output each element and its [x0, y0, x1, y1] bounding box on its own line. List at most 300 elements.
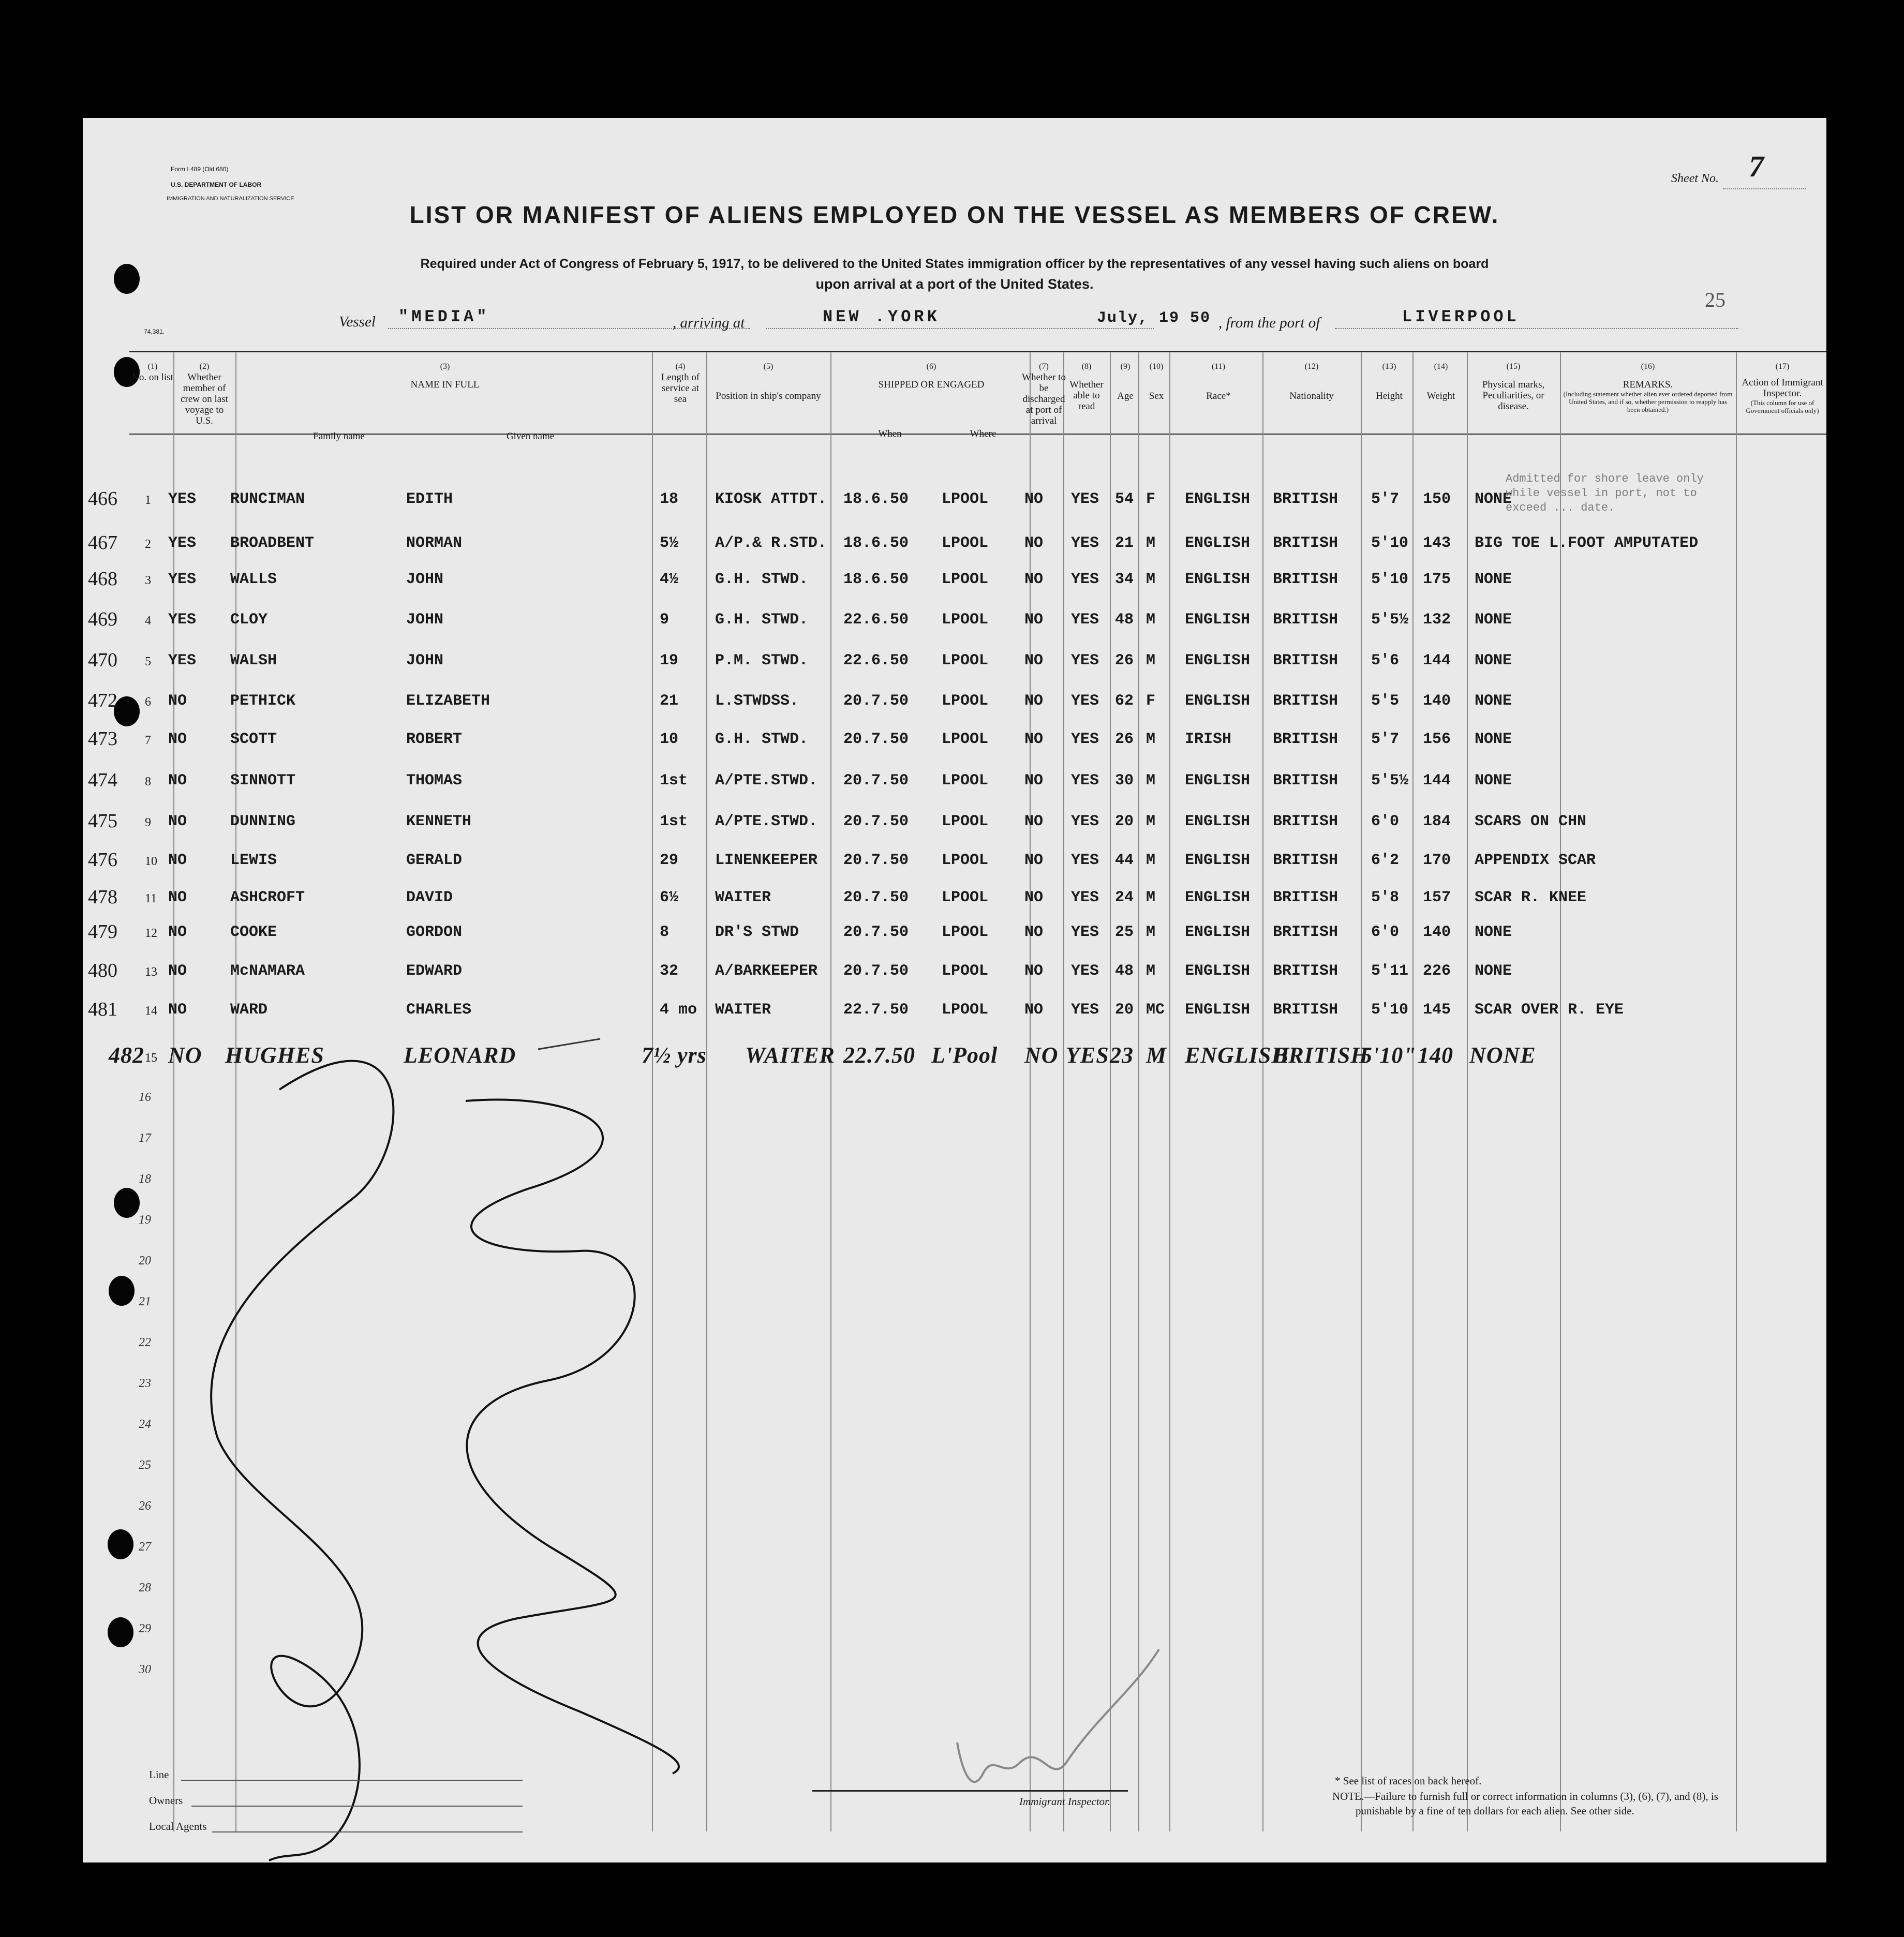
able-to-read: YES [1071, 1001, 1099, 1019]
line-number: 4 [145, 614, 151, 628]
length-of-service: 18 [660, 490, 679, 508]
handwritten-weight: 140 [1418, 1042, 1453, 1068]
scribble-left [211, 1061, 393, 1860]
height: 5'10 [1371, 1001, 1409, 1019]
col-14-label: Weight [1426, 391, 1455, 401]
crew-last-voyage: YES [168, 490, 197, 508]
age: 26 [1115, 652, 1134, 669]
list-number: 475 [88, 810, 117, 832]
age: 62 [1115, 692, 1134, 710]
race: ENGLISH [1185, 611, 1251, 629]
given-name: DAVID [406, 889, 453, 906]
agents-underline [212, 1831, 523, 1832]
age: 20 [1115, 1001, 1134, 1019]
given-name: EDITH [406, 490, 453, 508]
position: G.H. STWD. [715, 571, 809, 588]
form-number: Form I 489 (Old 680) [171, 166, 229, 173]
col-5-label: Position in ship's company [716, 391, 821, 401]
empty-line-number: 20 [139, 1254, 151, 1268]
handwritten-given: LEONARD [404, 1042, 516, 1068]
given-name-subheader: Given name [506, 431, 555, 442]
line-number: 12 [145, 927, 157, 940]
weight: 150 [1423, 490, 1451, 508]
able-to-read: YES [1071, 852, 1099, 869]
height: 5'5½ [1371, 772, 1409, 789]
owners-label: Owners [149, 1794, 183, 1807]
crew-last-voyage: YES [168, 534, 197, 552]
length-of-service: 1st [660, 772, 688, 789]
able-to-read: YES [1071, 571, 1099, 588]
family-name: SCOTT [230, 731, 277, 748]
nationality: BRITISH [1273, 611, 1338, 629]
sheet-label: Sheet No. [1671, 172, 1719, 185]
length-of-service: 8 [660, 923, 670, 941]
empty-line-number: 17 [139, 1131, 151, 1145]
list-number: 468 [88, 568, 117, 590]
physical-marks: NONE [1475, 571, 1512, 588]
local-agents-label: Local Agents [149, 1820, 207, 1832]
nationality: BRITISH [1273, 923, 1338, 941]
physical-marks: NONE [1475, 652, 1512, 669]
family-name: ASHCROFT [230, 889, 305, 906]
height: 5'8 [1371, 889, 1400, 906]
col-6-number: (6) [926, 362, 936, 371]
length-of-service: 9 [660, 611, 670, 629]
to-be-discharged: NO [1024, 852, 1044, 869]
physical-marks: BIG TOE L.FOOT AMPUTATED [1475, 534, 1699, 552]
able-to-read: YES [1071, 772, 1099, 789]
shipped-when: 20.7.50 [843, 772, 909, 789]
weight: 170 [1423, 852, 1451, 869]
weight: 144 [1423, 652, 1451, 669]
col-7-label: Whether to be discharged at port of arrival [1022, 372, 1066, 426]
length-of-service: 32 [660, 962, 679, 980]
to-be-discharged: NO [1024, 1001, 1044, 1019]
position: DR'S STWD [715, 923, 799, 941]
page-title: LIST OR MANIFEST OF ALIENS EMPLOYED ON THE VESSEL AS MEMBERS OF CREW. [409, 201, 1500, 228]
height: 6'0 [1371, 923, 1400, 941]
length-of-service: 4 mo [660, 1001, 697, 1019]
to-be-discharged: NO [1024, 652, 1044, 669]
height: 5'5 [1371, 692, 1400, 710]
length-of-service: 19 [660, 652, 679, 669]
shipped-where: LPOOL [942, 652, 989, 669]
shipped-when: 20.7.50 [843, 923, 909, 941]
length-of-service: 5½ [660, 534, 679, 552]
position: WAITER [715, 889, 771, 906]
shipped-where: LPOOL [942, 923, 989, 941]
nationality: BRITISH [1273, 692, 1338, 710]
list-number: 474 [88, 769, 117, 791]
col-12-number: (12) [1304, 362, 1319, 371]
col-16-label: REMARKS. [1623, 379, 1673, 390]
given-name: ELIZABETH [406, 692, 490, 710]
immigrant-inspector-label: Immigrant Inspector. [1019, 1795, 1111, 1808]
family-name: SINNOTT [230, 772, 296, 789]
shipped-when: 20.7.50 [843, 731, 909, 748]
sex: MC [1146, 1001, 1165, 1019]
line-number: 10 [145, 855, 157, 868]
height: 5'7 [1371, 490, 1400, 508]
nationality: BRITISH [1273, 1001, 1338, 1019]
col-15-number: (15) [1506, 362, 1521, 371]
empty-line-number: 27 [139, 1540, 151, 1554]
nationality: BRITISH [1273, 852, 1338, 869]
age: 48 [1115, 611, 1134, 629]
race: ENGLISH [1185, 772, 1251, 789]
able-to-read: YES [1071, 889, 1099, 906]
position: KIOSK ATTDT. [715, 490, 827, 508]
col-3-label: NAME IN FULL [410, 379, 480, 390]
given-name: NORMAN [406, 534, 463, 552]
family-name: CLOY [230, 611, 268, 629]
line-number: 5 [145, 655, 151, 668]
to-be-discharged: NO [1024, 692, 1044, 710]
family-name: COOKE [230, 923, 277, 941]
list-number: 481 [88, 999, 117, 1020]
crew-last-voyage: NO [168, 731, 187, 748]
col-1-label: No. on list [132, 372, 173, 383]
department-label: U.S. DEPARTMENT OF LABOR [171, 181, 262, 188]
handwritten-crew: NO [168, 1042, 202, 1068]
able-to-read: YES [1071, 692, 1099, 710]
race: ENGLISH [1185, 1001, 1251, 1019]
age: 26 [1115, 731, 1134, 748]
nationality: BRITISH [1273, 813, 1338, 830]
handwritten-read: YES [1066, 1042, 1109, 1068]
handwritten-line: 15 [145, 1051, 157, 1065]
fine-note-line-1: NOTE.—Failure to furnish full or correct information in columns (3), (6), (7), and (8), is [1332, 1790, 1718, 1802]
height: 6'2 [1371, 852, 1400, 869]
col-17-number: (17) [1775, 362, 1790, 371]
crew-last-voyage: NO [168, 813, 187, 830]
sex: M [1146, 534, 1156, 552]
physical-marks: SCARS ON CHN [1475, 813, 1587, 830]
position: G.H. STWD. [715, 731, 809, 748]
height: 5'7 [1371, 731, 1400, 748]
length-of-service: 29 [660, 852, 679, 869]
shore-leave-stamp: Admitted for shore leave only while vessel in port, not to exceed ... date. [1506, 472, 1704, 514]
nationality: BRITISH [1273, 962, 1338, 980]
col-12-label: Nationality [1289, 391, 1334, 401]
line-number: 8 [145, 775, 151, 788]
shipped-when: 18.6.50 [843, 571, 909, 588]
sex: M [1146, 731, 1156, 748]
given-name: GORDON [406, 923, 463, 941]
physical-marks: NONE [1475, 962, 1512, 980]
able-to-read: YES [1071, 962, 1099, 980]
position: A/PTE.STWD. [715, 813, 818, 830]
shipped-when: 22.7.50 [843, 1001, 909, 1019]
col-1-number: (1) [147, 362, 158, 371]
shipped-when: 22.6.50 [843, 611, 909, 629]
given-name: JOHN [406, 611, 444, 629]
shipped-where: LPOOL [942, 571, 989, 588]
handwritten-discharged: NO [1024, 1042, 1059, 1068]
sex: M [1146, 852, 1156, 869]
col-13-number: (13) [1382, 362, 1396, 371]
shipped-where: LPOOL [942, 692, 989, 710]
physical-marks: SCAR OVER R. EYE [1475, 1001, 1624, 1019]
weight: 184 [1423, 813, 1451, 830]
line-number: 7 [145, 734, 151, 747]
race: ENGLISH [1185, 889, 1251, 906]
weight: 175 [1423, 571, 1451, 588]
shipped-when: 20.7.50 [843, 962, 909, 980]
race: ENGLISH [1185, 490, 1251, 508]
age: 21 [1115, 534, 1134, 552]
given-name: GERALD [406, 852, 463, 869]
able-to-read: YES [1071, 731, 1099, 748]
col-8-label: Whether able to read [1069, 379, 1104, 412]
col-15-label: Physical marks, Peculiarities, or disease. [1482, 379, 1545, 412]
length-of-service: 10 [660, 731, 679, 748]
empty-line-number: 26 [139, 1499, 151, 1513]
able-to-read: YES [1071, 534, 1099, 552]
race: ENGLISH [1185, 692, 1251, 710]
physical-marks: NONE [1475, 611, 1512, 629]
handwritten-where: L'Pool [931, 1042, 998, 1068]
nationality: BRITISH [1273, 571, 1338, 588]
arrival-date: July, 19 50 [1097, 309, 1211, 327]
line-number: 3 [145, 574, 151, 587]
list-number: 472 [88, 690, 117, 711]
empty-line-number: 19 [139, 1213, 151, 1227]
race: ENGLISH [1185, 962, 1251, 980]
handwritten-age: 23 [1110, 1042, 1134, 1068]
shipped-when: 20.7.50 [843, 889, 909, 906]
empty-line-number: 23 [139, 1377, 151, 1390]
col-17-note: (This column for use of Government officials only) [1746, 399, 1819, 414]
col-10-number: (10) [1149, 362, 1164, 371]
col-10-label: Sex [1149, 391, 1164, 401]
weight: 143 [1423, 534, 1451, 552]
shipped-where: LPOOL [942, 962, 989, 980]
physical-marks: SCAR R. KNEE [1475, 889, 1587, 906]
empty-line-number: 28 [139, 1581, 151, 1595]
position: L.STWDSS. [715, 692, 799, 710]
line-number: 14 [145, 1004, 157, 1018]
empty-line-number: 30 [139, 1663, 151, 1676]
family-name: PETHICK [230, 692, 296, 710]
races-note: * See list of races on back hereof. [1335, 1775, 1482, 1787]
sex: F [1146, 490, 1156, 508]
shipped-where: LPOOL [942, 1001, 989, 1019]
list-number: 470 [88, 649, 117, 671]
handwritten-list: 482 [109, 1042, 144, 1068]
age: 44 [1115, 852, 1134, 869]
shipped-when: 20.7.50 [843, 692, 909, 710]
shipped-where: LPOOL [942, 889, 989, 906]
sex: M [1146, 923, 1156, 941]
subtitle-line-1: Required under Act of Congress of February 5, 1917, to be delivered to the United States immigration officer by the representatives of any vessel having such aliens on board [420, 257, 1489, 271]
departure-port: LIVERPOOL [1402, 307, 1520, 326]
physical-marks: APPENDIX SCAR [1475, 852, 1596, 869]
position: A/BARKEEPER [715, 962, 818, 980]
race: ENGLISH [1185, 852, 1251, 869]
race: ENGLISH [1185, 652, 1251, 669]
col-4-label: Length of service at sea [661, 372, 700, 405]
list-number: 466 [88, 488, 117, 510]
height: 5'10 [1371, 571, 1409, 588]
shipped-where: LPOOL [942, 813, 989, 830]
shipped-when: 20.7.50 [843, 813, 909, 830]
to-be-discharged: NO [1024, 731, 1044, 748]
age: 48 [1115, 962, 1134, 980]
race: ENGLISH [1185, 923, 1251, 941]
signature-mark [957, 1649, 1159, 1782]
when-subheader: When [878, 428, 902, 439]
shipped-where: LPOOL [942, 772, 989, 789]
page-number: 25 [1705, 288, 1726, 311]
family-name: WARD [230, 1001, 268, 1019]
nationality: BRITISH [1273, 889, 1338, 906]
height: 6'0 [1371, 813, 1400, 830]
weight: 140 [1423, 923, 1451, 941]
manifest-sheet [83, 118, 1826, 1863]
to-be-discharged: NO [1024, 813, 1044, 830]
given-name: ROBERT [406, 731, 463, 748]
physical-marks: NONE [1475, 692, 1512, 710]
col-8-number: (8) [1081, 362, 1092, 371]
crew-last-voyage: NO [168, 923, 187, 941]
age: 54 [1115, 490, 1134, 508]
line-number: 13 [145, 965, 157, 979]
list-number: 467 [88, 532, 117, 554]
crew-last-voyage: YES [168, 652, 197, 669]
col-11-number: (11) [1211, 362, 1226, 371]
crew-last-voyage: NO [168, 852, 187, 869]
position: A/PTE.STWD. [715, 772, 818, 789]
to-be-discharged: NO [1024, 611, 1044, 629]
height: 5'5½ [1371, 611, 1409, 629]
cancellation-scribble [83, 118, 1826, 1863]
to-be-discharged: NO [1024, 534, 1044, 552]
handwritten-sex: M [1146, 1042, 1167, 1068]
position: LINENKEEPER [715, 852, 818, 869]
weight: 145 [1423, 1001, 1451, 1019]
empty-line-number: 21 [139, 1295, 151, 1308]
family-name: BROADBENT [230, 534, 315, 552]
family-name: WALLS [230, 571, 277, 588]
where-subheader: Where [970, 428, 996, 439]
to-be-discharged: NO [1024, 490, 1044, 508]
col-2-number: (2) [199, 362, 210, 371]
col-5-number: (5) [763, 362, 774, 371]
given-name: JOHN [406, 652, 444, 669]
length-of-service: 21 [660, 692, 679, 710]
sex: M [1146, 889, 1156, 906]
weight: 132 [1423, 611, 1451, 629]
physical-marks: NONE [1475, 731, 1512, 748]
col-6-label: SHIPPED OR ENGAGED [878, 379, 985, 390]
col-11-label: Race* [1206, 391, 1231, 401]
from-port-label: , from the port of [1218, 315, 1320, 331]
position: G.H. STWD. [715, 611, 809, 629]
given-name: KENNETH [406, 813, 472, 830]
line-label: Line [149, 1768, 169, 1781]
line-underline [181, 1780, 523, 1781]
family-name: RUNCIMAN [230, 490, 305, 508]
weight: 140 [1423, 692, 1451, 710]
crew-last-voyage: YES [168, 611, 197, 629]
col-9-number: (9) [1120, 362, 1130, 371]
handwritten-position: WAITER [745, 1042, 835, 1068]
arriving-label: , arriving at [673, 315, 745, 331]
sheet-number: 7 [1749, 150, 1764, 183]
sex: F [1146, 692, 1156, 710]
handwritten-when: 22.7.50 [843, 1042, 915, 1068]
crew-last-voyage: NO [168, 692, 187, 710]
col-13-label: Height [1376, 391, 1403, 401]
age: 20 [1115, 813, 1134, 830]
nationality: BRITISH [1273, 652, 1338, 669]
sex: M [1146, 611, 1156, 629]
col-17-label: Action of Immigrant Inspector. [1742, 377, 1823, 399]
vessel-name: "MEDIA" [398, 307, 490, 326]
shipped-when: 22.6.50 [843, 652, 909, 669]
crew-last-voyage: NO [168, 962, 187, 980]
line-number: 9 [145, 816, 151, 829]
race: ENGLISH [1185, 813, 1251, 830]
to-be-discharged: NO [1024, 571, 1044, 588]
family-name-subheader: Family name [313, 431, 365, 442]
tick-mark [538, 1039, 600, 1049]
col-2-label: Whether member of crew on last voyage to U.S. [181, 372, 228, 426]
line-number: 1 [145, 494, 151, 507]
length-of-service: 1st [660, 813, 688, 830]
scribble-right [466, 1100, 679, 1774]
vessel-label: Vessel [339, 314, 376, 330]
empty-line-number: 25 [139, 1458, 151, 1472]
height: 5'11 [1371, 962, 1409, 980]
age: 24 [1115, 889, 1134, 906]
given-name: JOHN [406, 571, 444, 588]
physical-marks: NONE [1475, 772, 1512, 789]
line-number: 11 [145, 892, 157, 905]
list-number: 473 [88, 728, 117, 750]
handwritten-service: 7½ yrs [642, 1042, 707, 1068]
shipped-where: LPOOL [942, 490, 989, 508]
age: 25 [1115, 923, 1134, 941]
line-number: 2 [145, 538, 151, 551]
empty-line-number: 18 [139, 1172, 151, 1186]
col-7-number: (7) [1039, 362, 1049, 371]
list-number: 480 [88, 960, 117, 981]
subtitle-line-2: upon arrival at a port of the United States. [815, 276, 1094, 292]
able-to-read: YES [1071, 652, 1099, 669]
weight: 226 [1423, 962, 1451, 980]
sex: M [1146, 962, 1156, 980]
col-16-note: (Including statement whether alien ever ordered deported from United States, and if so, whether permission to reapply has been obtained.) [1563, 390, 1733, 413]
position: P.M. STWD. [715, 652, 809, 669]
shipped-where: LPOOL [942, 852, 989, 869]
crew-last-voyage: NO [168, 889, 187, 906]
list-number: 478 [88, 886, 117, 908]
length-of-service: 6½ [660, 889, 679, 906]
family-name: McNAMARA [230, 962, 305, 980]
handwritten-family: HUGHES [225, 1042, 324, 1068]
weight: 156 [1423, 731, 1451, 748]
able-to-read: YES [1071, 490, 1099, 508]
race: ENGLISH [1185, 534, 1251, 552]
family-name: DUNNING [230, 813, 296, 830]
given-name: THOMAS [406, 772, 463, 789]
height: 5'6 [1371, 652, 1400, 669]
physical-marks: NONE [1475, 923, 1512, 941]
shipped-where: LPOOL [942, 611, 989, 629]
to-be-discharged: NO [1024, 962, 1044, 980]
